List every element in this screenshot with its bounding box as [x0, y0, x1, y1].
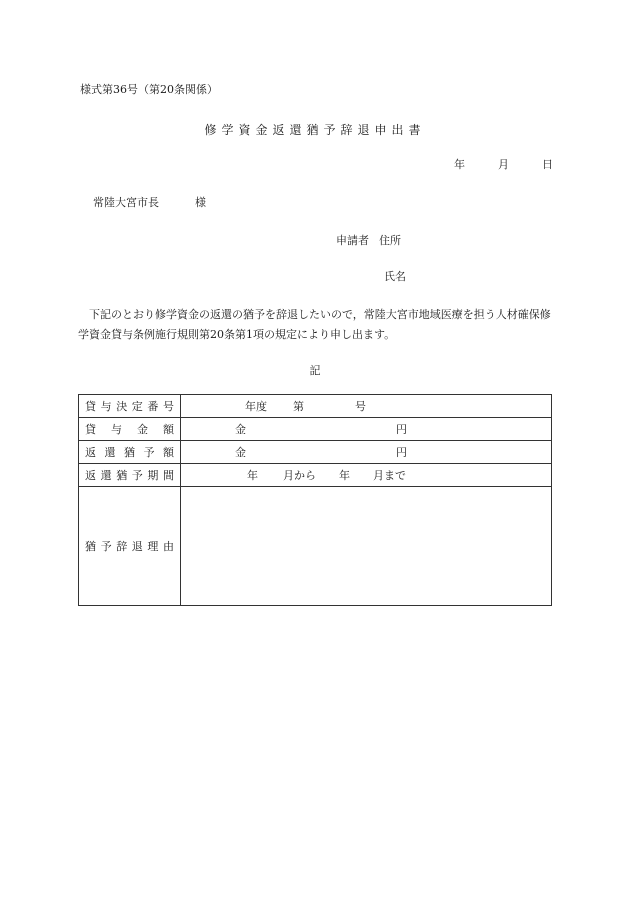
deferred-amount-label: 返還猶予額 [79, 441, 181, 464]
name-label: 氏名 [384, 270, 406, 283]
ki-heading: 記 [309, 364, 321, 377]
kin-label: 金 [235, 446, 246, 459]
applicant-role: 申請者 [336, 234, 369, 247]
end-year-label: 年 [339, 469, 350, 482]
start-month-label: 月から [283, 469, 316, 482]
number-suffix-label: 号 [355, 400, 366, 413]
table-row [79, 464, 552, 487]
deferral-period-value [181, 464, 552, 487]
date-year-label: 年 [454, 158, 465, 171]
date-line [454, 156, 553, 172]
applicant-name-line [384, 268, 406, 284]
table-row [79, 487, 552, 606]
form-number: 様式第36号（第20条関係） [80, 83, 218, 96]
applicant-address-line [336, 232, 401, 248]
yen-label: 円 [396, 446, 407, 459]
date-day-label: 日 [542, 158, 553, 171]
document-title: 修学資金返還猶予辞退申出書 [204, 123, 426, 137]
end-month-label: 月まで [373, 469, 406, 482]
addressee-name: 常陸大宮市長 [93, 196, 159, 209]
start-year-label: 年 [247, 469, 258, 482]
body-paragraph: 下記のとおり修学資金の返還の猶予を辞退したいので，常陸大宮市地域医療を担う人材確保修学資金貸与条例施行規則第20条第1項の規定により申し出ます。 [78, 308, 551, 341]
kin-label: 金 [235, 423, 246, 436]
dai-label: 第 [293, 400, 304, 413]
addressee-honorific: 様 [195, 196, 206, 209]
deferred-amount-value [181, 441, 552, 464]
withdrawal-reason-field[interactable] [181, 487, 552, 606]
loan-decision-number-value [181, 395, 552, 418]
table-row [79, 418, 552, 441]
loan-amount-label: 貸与金額 [79, 418, 181, 441]
detail-table [78, 394, 552, 606]
table-row [79, 395, 552, 418]
table-row [79, 441, 552, 464]
loan-amount-value [181, 418, 552, 441]
yen-label: 円 [396, 423, 407, 436]
address-label: 住所 [379, 234, 401, 247]
deferral-period-label: 返還猶予期間 [79, 464, 181, 487]
addressee [93, 194, 206, 210]
loan-decision-number-label: 貸与決定番号 [79, 395, 181, 418]
date-month-label: 月 [498, 158, 509, 171]
withdrawal-reason-label: 猶予辞退理由 [79, 487, 181, 606]
fiscal-year-label: 年度 [245, 400, 267, 413]
